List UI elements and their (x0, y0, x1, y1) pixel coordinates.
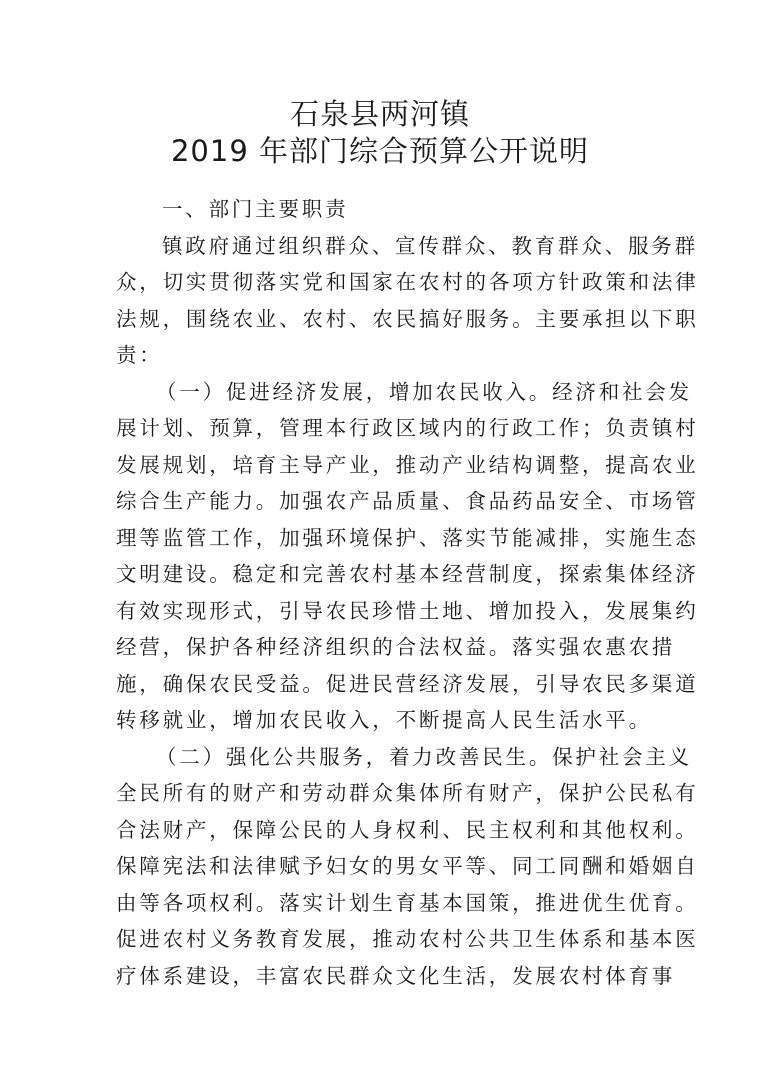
text-line: 文明建设。稳定和完善农村基本经营制度，探索集体经济 (116, 562, 699, 586)
text-line: 保障宪法和法律赋予妇女的男女平等、同工同酬和婚姻自 (116, 854, 699, 878)
document-body (116, 191, 699, 994)
text-line: 由等各项权利。落实计划生育基本国策，推进优生优育。 (116, 890, 699, 915)
text-line: （一）促进经济发展，增加农民收入。经济和社会发 (156, 379, 692, 404)
text-line: 有效实现形式，引导农民珍惜土地、增加投入，发展集约 (116, 598, 699, 623)
text-line: 合法财产，保障公民的人身权利、民主权利和其他权利。 (116, 817, 699, 842)
text-line: 理等监管工作，加强环境保护、落实节能减排，实施生态 (116, 525, 699, 550)
text-line: 发展规划，培育主导产业，推动产业结构调整，提高农业 (116, 452, 699, 477)
section-heading: 一、部门主要职责 (162, 197, 349, 221)
text-line: 综合生产能力。加强农产品质量、食品药品安全、市场管 (116, 489, 699, 513)
text-line: 众，切实贯彻落实党和国家在农村的各项方针政策和法律 (116, 270, 699, 294)
text-line: 施，确保农民受益。促进民营经济发展，引导农民多渠道 (116, 671, 699, 696)
text-line: 镇政府通过组织群众、宣传群众、教育群众、服务群 (162, 233, 698, 258)
document-title-line2: 2019 年部门综合预算公开说明 (170, 134, 590, 168)
text-line: 责： (116, 343, 163, 367)
text-line: （二）强化公共服务，着力改善民生。保护社会主义 (156, 744, 692, 769)
text-line: 疗体系建设，丰富农民群众文化生活，发展农村体育事 (116, 963, 676, 988)
text-line: 全民所有的财产和劳动群众集体所有财产，保护公民私有 (116, 781, 699, 805)
document-title-line1: 石泉县两河镇 (289, 97, 470, 131)
text-line: 展计划、预算，管理本行政区域内的行政工作；负责镇村 (116, 416, 699, 440)
text-line: 法规，围绕农业、农村、农民搞好服务。主要承担以下职 (116, 306, 699, 331)
text-line: 促进农村义务教育发展，推动农村公共卫生体系和基本医 (116, 927, 699, 951)
text-line: 转移就业，增加农民收入，不断提高人民生活水平。 (116, 708, 652, 732)
text-line: 经营，保护各种经济组织的合法权益。落实强农惠农措 (116, 635, 676, 659)
